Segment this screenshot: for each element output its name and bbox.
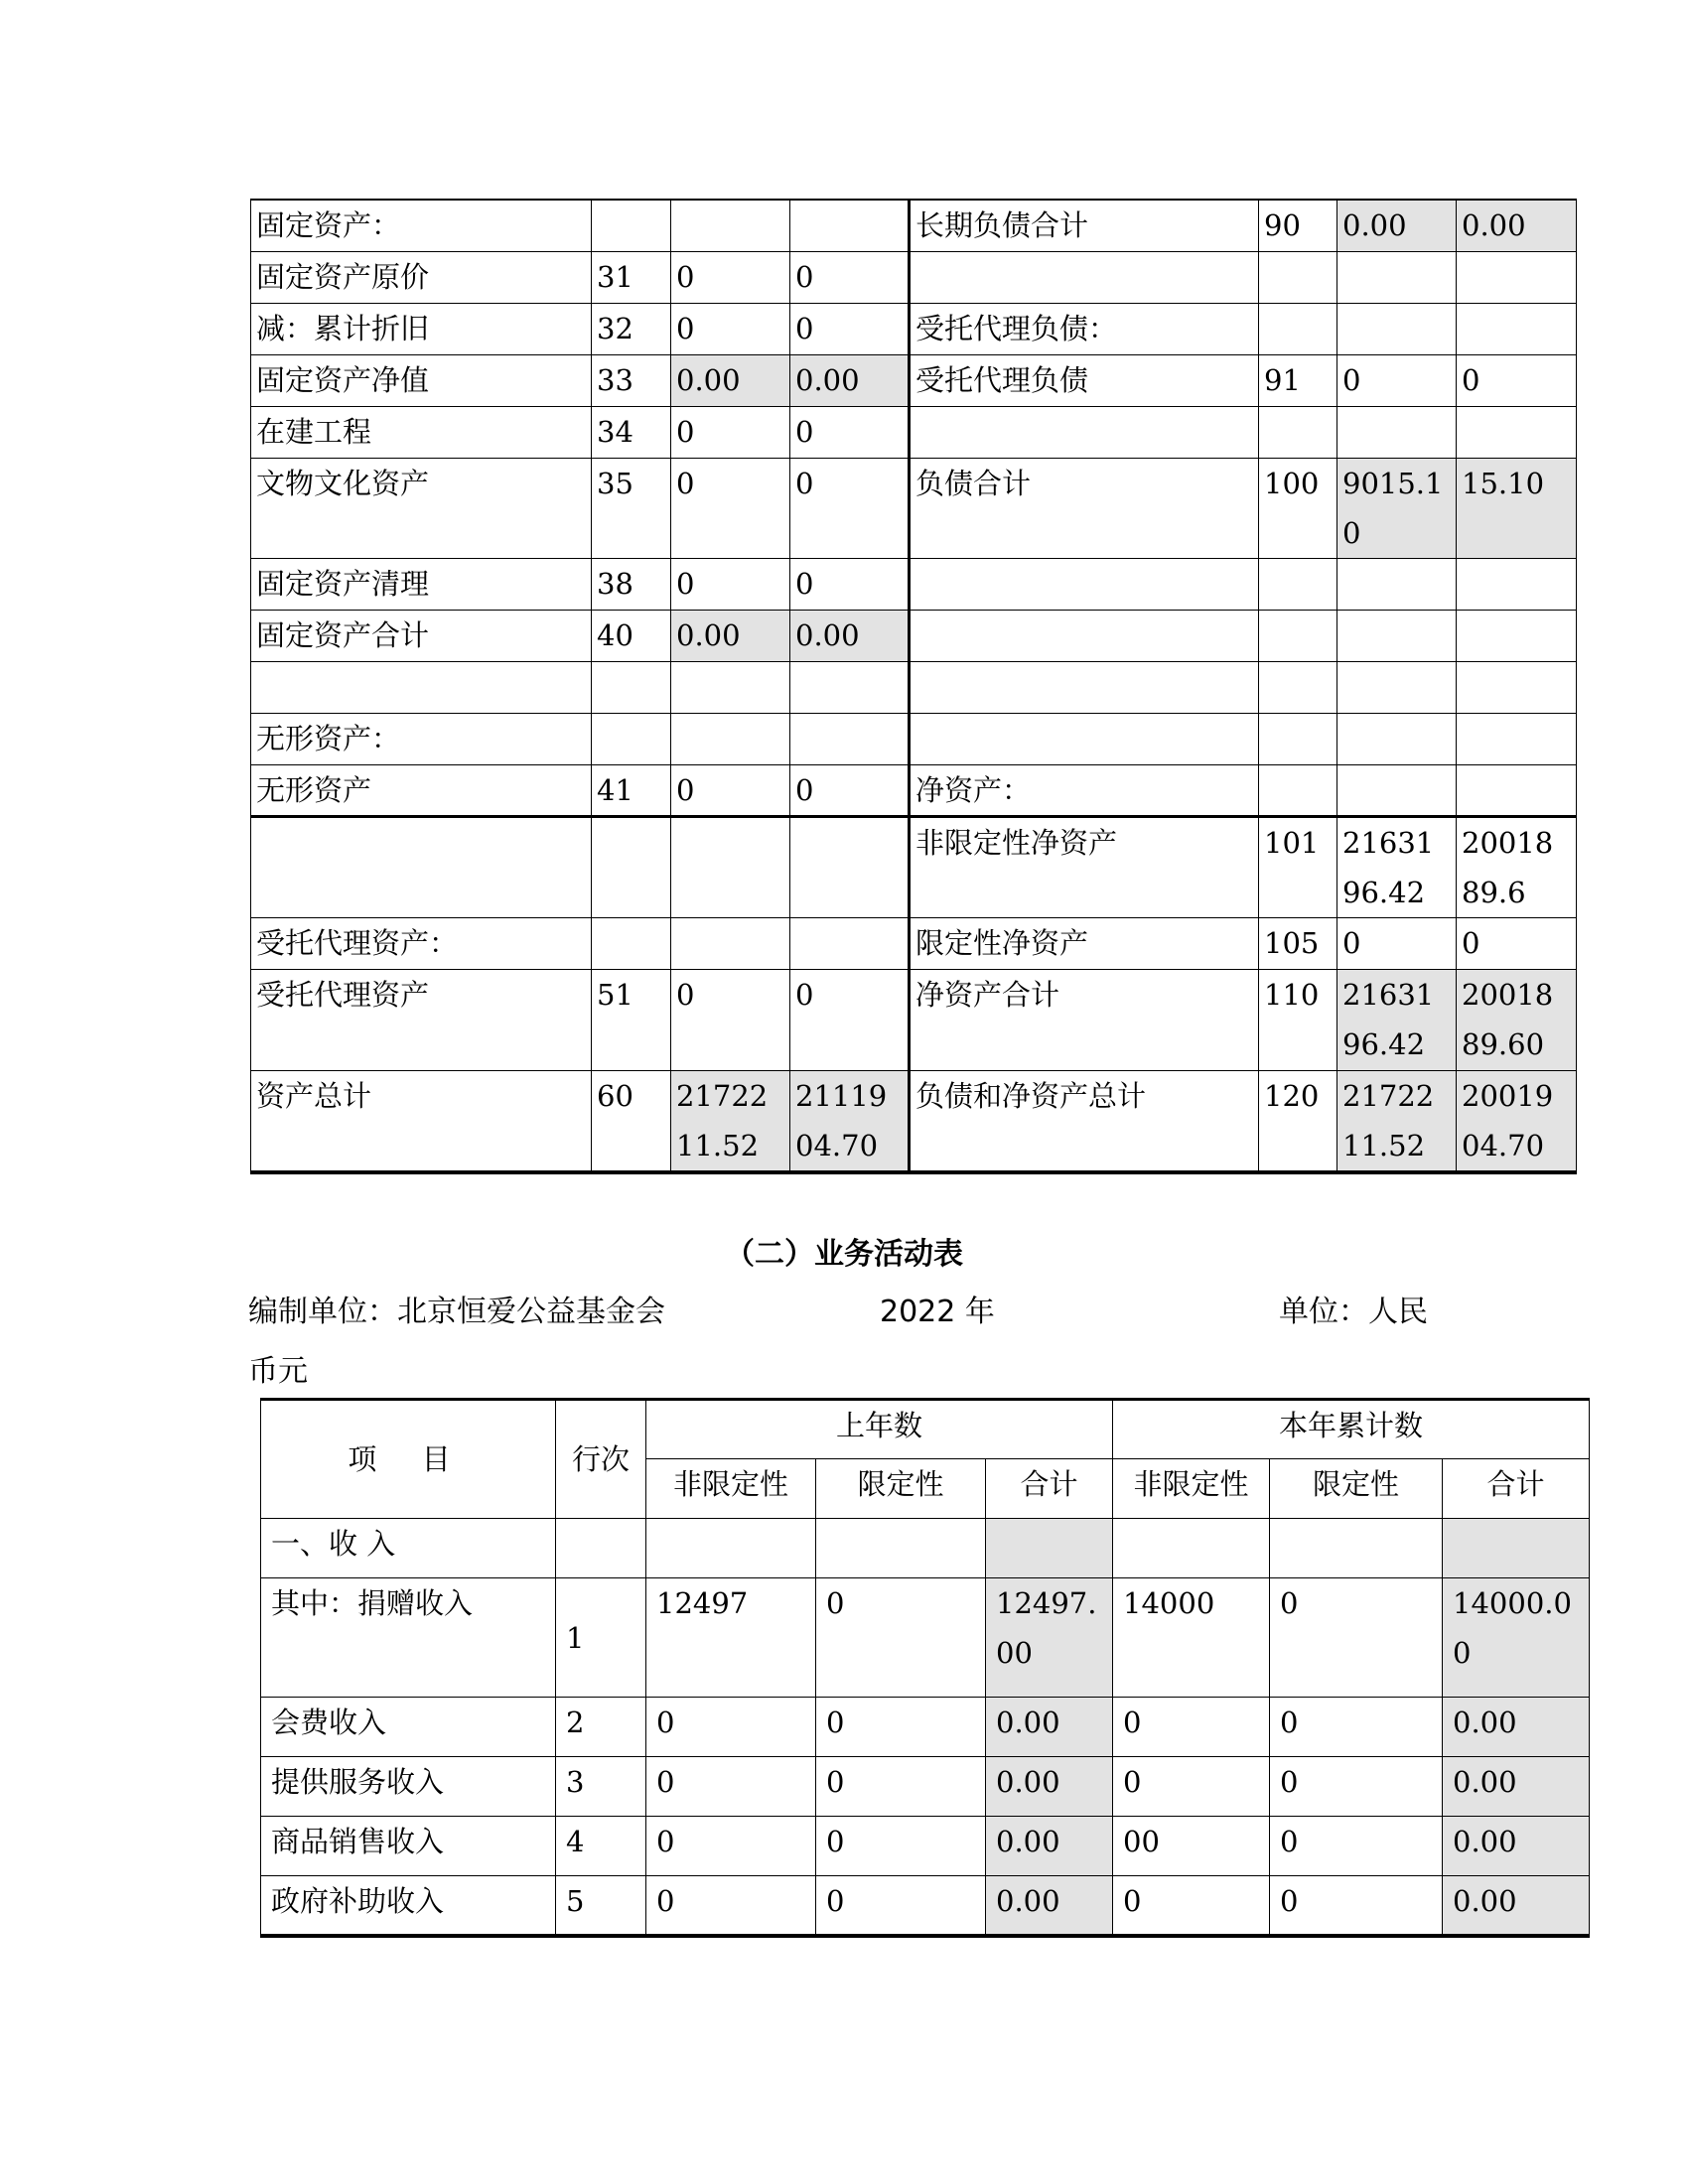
asset-line-number: 33 [592,354,671,406]
liability-line-item: 净资产： [910,764,1259,816]
asset-line-item: 资产总计 [251,1070,592,1172]
asset-value-end-of-year: 0 [671,458,790,558]
table-row [251,458,1577,558]
liability-line-item [910,406,1259,458]
curr-total: 0.00 [1443,1876,1590,1936]
table-row [251,917,1577,969]
asset-line-item: 无形资产： [251,713,592,764]
activity-statement-table [260,1398,1590,1938]
liability-line-number: 91 [1259,354,1337,406]
liability-value-beginning-of-year [1457,558,1577,610]
prev-restricted: 0 [816,1578,986,1698]
table-row [251,558,1577,610]
table-row [251,406,1577,458]
row-item: 会费收入 [261,1698,556,1757]
liability-line-number [1259,764,1337,816]
liability-value-beginning-of-year [1457,303,1577,354]
asset-line-item: 无形资产 [251,764,592,816]
asset-line-item [251,661,592,713]
liability-line-item: 长期负债合计 [910,200,1259,251]
liability-value-beginning-of-year: 0 [1457,917,1577,969]
currency-unit-label-cont: 币元 [248,1354,308,1389]
liability-line-item: 限定性净资产 [910,917,1259,969]
liability-value-beginning-of-year: 2001904.70 [1457,1070,1577,1172]
curr-unrestricted: 0 [1113,1757,1270,1817]
liability-line-number [1259,303,1337,354]
liability-line-number [1259,251,1337,303]
asset-line-item: 受托代理资产： [251,917,592,969]
asset-value-beginning-of-year: 0 [790,969,910,1070]
liability-value-end-of-year: 2172211.52 [1337,1070,1457,1172]
liability-value-beginning-of-year [1457,251,1577,303]
curr-total: 0.00 [1443,1757,1590,1817]
asset-value-end-of-year: 0 [671,969,790,1070]
asset-value-end-of-year: 0 [671,251,790,303]
asset-line-item: 固定资产： [251,200,592,251]
prev-restricted: 0 [816,1817,986,1876]
subheader-total: 合计 [986,1459,1113,1519]
asset-line-number [592,917,671,969]
table-row [251,610,1577,661]
activity-statement-title: （二）业务活动表 [725,1237,963,1272]
table-row [251,303,1577,354]
liability-line-item [910,251,1259,303]
liability-value-beginning-of-year [1457,406,1577,458]
asset-line-number: 31 [592,251,671,303]
asset-value-end-of-year [671,661,790,713]
liability-line-item: 受托代理负债 [910,354,1259,406]
asset-value-end-of-year: 0 [671,764,790,816]
asset-value-beginning-of-year [790,661,910,713]
currency-unit-label: 单位：人民 [1279,1295,1428,1329]
prev-unrestricted [646,1519,816,1578]
asset-line-item: 固定资产清理 [251,558,592,610]
liability-value-end-of-year [1337,406,1457,458]
row-item: 商品销售收入 [261,1817,556,1876]
curr-total [1443,1519,1590,1578]
prev-unrestricted: 0 [646,1757,816,1817]
liability-value-end-of-year: 2163196.42 [1337,816,1457,917]
liability-line-number: 100 [1259,458,1337,558]
liability-value-beginning-of-year [1457,610,1577,661]
prev-restricted [816,1519,986,1578]
curr-unrestricted: 0 [1113,1876,1270,1936]
prev-unrestricted: 12497 [646,1578,816,1698]
curr-restricted: 0 [1270,1698,1443,1757]
asset-line-item: 固定资产合计 [251,610,592,661]
row-line-number: 2 [556,1698,646,1757]
table-row [251,816,1577,917]
liability-line-number [1259,406,1337,458]
curr-unrestricted: 00 [1113,1817,1270,1876]
row-line-number [556,1519,646,1578]
prev-total: 12497.00 [986,1578,1113,1698]
asset-line-number: 38 [592,558,671,610]
row-item: 一、收 入 [261,1519,556,1578]
liability-value-end-of-year: 2163196.42 [1337,969,1457,1070]
table-row [251,713,1577,764]
row-line-number: 3 [556,1757,646,1817]
asset-value-end-of-year: 0 [671,406,790,458]
curr-restricted: 0 [1270,1578,1443,1698]
asset-line-number: 32 [592,303,671,354]
liability-value-beginning-of-year: 2001889.6 [1457,816,1577,917]
liability-line-item [910,610,1259,661]
row-line-number: 5 [556,1876,646,1936]
asset-value-end-of-year [671,200,790,251]
subheader-restricted: 限定性 [1270,1459,1443,1519]
liability-value-end-of-year [1337,661,1457,713]
curr-unrestricted: 14000 [1113,1578,1270,1698]
curr-restricted: 0 [1270,1876,1443,1936]
asset-line-number [592,200,671,251]
prev-restricted: 0 [816,1876,986,1936]
asset-value-beginning-of-year: 0 [790,251,910,303]
liability-value-beginning-of-year [1457,713,1577,764]
asset-value-beginning-of-year [790,816,910,917]
row-line-number: 4 [556,1817,646,1876]
asset-line-item [251,816,592,917]
liability-value-end-of-year [1337,303,1457,354]
liability-line-number [1259,558,1337,610]
table-row [251,1070,1577,1172]
curr-unrestricted [1113,1519,1270,1578]
subheader-unrestricted: 非限定性 [646,1459,816,1519]
asset-value-beginning-of-year: 0.00 [790,354,910,406]
prev-restricted: 0 [816,1698,986,1757]
asset-value-end-of-year: 0.00 [671,354,790,406]
liability-line-number [1259,661,1337,713]
asset-value-beginning-of-year: 2111904.70 [790,1070,910,1172]
table-row [251,764,1577,816]
row-line-number: 1 [556,1578,646,1698]
asset-value-end-of-year: 0 [671,303,790,354]
prev-unrestricted: 0 [646,1698,816,1757]
balance-sheet-table [250,199,1577,1174]
subheader-restricted: 限定性 [816,1459,986,1519]
table-row [261,1876,1590,1936]
table-row [261,1698,1590,1757]
liability-value-beginning-of-year [1457,764,1577,816]
liability-line-item: 受托代理负债： [910,303,1259,354]
header-item: 项 目 [261,1400,556,1519]
asset-value-beginning-of-year [790,917,910,969]
table-row [261,1578,1590,1698]
liability-line-number [1259,713,1337,764]
table-row [251,200,1577,251]
asset-line-item: 固定资产原价 [251,251,592,303]
prev-total: 0.00 [986,1757,1113,1817]
liability-line-number: 105 [1259,917,1337,969]
asset-line-number [592,713,671,764]
curr-restricted: 0 [1270,1817,1443,1876]
table-row [251,661,1577,713]
liability-value-beginning-of-year: 15.10 [1457,458,1577,558]
table-row [251,354,1577,406]
report-year: 2022 年 [880,1295,995,1329]
asset-line-number: 51 [592,969,671,1070]
prev-total: 0.00 [986,1876,1113,1936]
liability-line-item: 非限定性净资产 [910,816,1259,917]
table-row [261,1519,1590,1578]
liability-value-end-of-year [1337,713,1457,764]
curr-restricted: 0 [1270,1757,1443,1817]
asset-value-end-of-year [671,816,790,917]
prev-unrestricted: 0 [646,1876,816,1936]
asset-value-end-of-year: 0.00 [671,610,790,661]
liability-value-end-of-year: 0.00 [1337,200,1457,251]
curr-restricted [1270,1519,1443,1578]
header-prev-year: 上年数 [646,1400,1113,1459]
asset-line-number: 41 [592,764,671,816]
asset-value-end-of-year [671,917,790,969]
asset-value-beginning-of-year: 0 [790,764,910,816]
row-item: 其中：捐赠收入 [261,1578,556,1698]
asset-line-number: 40 [592,610,671,661]
asset-line-item: 固定资产净值 [251,354,592,406]
asset-line-item: 减：累计折旧 [251,303,592,354]
prev-restricted: 0 [816,1757,986,1817]
liability-line-number: 120 [1259,1070,1337,1172]
liability-line-item: 净资产合计 [910,969,1259,1070]
liability-line-item [910,713,1259,764]
asset-value-beginning-of-year: 0 [790,303,910,354]
curr-total: 0.00 [1443,1817,1590,1876]
liability-value-end-of-year [1337,610,1457,661]
asset-value-end-of-year: 0 [671,558,790,610]
subheader-unrestricted: 非限定性 [1113,1459,1270,1519]
liability-line-item: 负债和净资产总计 [910,1070,1259,1172]
row-item: 提供服务收入 [261,1757,556,1817]
liability-value-end-of-year [1337,251,1457,303]
asset-value-end-of-year: 2172211.52 [671,1070,790,1172]
liability-line-number: 101 [1259,816,1337,917]
prev-unrestricted: 0 [646,1817,816,1876]
prev-total [986,1519,1113,1578]
liability-value-end-of-year: 0 [1337,917,1457,969]
asset-line-number: 60 [592,1070,671,1172]
table-row [261,1817,1590,1876]
asset-value-beginning-of-year [790,713,910,764]
table-row [251,251,1577,303]
curr-total: 14000.00 [1443,1578,1590,1698]
curr-total: 0.00 [1443,1698,1590,1757]
asset-value-beginning-of-year: 0.00 [790,610,910,661]
compiling-unit: 编制单位：北京恒爱公益基金会 [248,1295,665,1329]
asset-value-end-of-year [671,713,790,764]
asset-line-number [592,816,671,917]
liability-line-item [910,558,1259,610]
liability-value-end-of-year [1337,764,1457,816]
liability-value-end-of-year [1337,558,1457,610]
liability-value-beginning-of-year: 0 [1457,354,1577,406]
asset-value-beginning-of-year: 0 [790,406,910,458]
asset-line-number [592,661,671,713]
asset-line-item: 在建工程 [251,406,592,458]
liability-value-beginning-of-year: 0.00 [1457,200,1577,251]
asset-value-beginning-of-year: 0 [790,558,910,610]
curr-unrestricted: 0 [1113,1698,1270,1757]
liability-value-end-of-year: 0 [1337,354,1457,406]
row-item: 政府补助收入 [261,1876,556,1936]
subheader-total: 合计 [1443,1459,1590,1519]
liability-value-beginning-of-year: 2001889.60 [1457,969,1577,1070]
prev-total: 0.00 [986,1817,1113,1876]
prev-total: 0.00 [986,1698,1113,1757]
asset-value-beginning-of-year [790,200,910,251]
liability-line-item: 负债合计 [910,458,1259,558]
asset-line-number: 34 [592,406,671,458]
table-row [251,969,1577,1070]
asset-value-beginning-of-year: 0 [790,458,910,558]
liability-line-item [910,661,1259,713]
header-line-no: 行次 [556,1400,646,1519]
table-row [261,1757,1590,1817]
asset-line-item: 文物文化资产 [251,458,592,558]
liability-value-beginning-of-year [1457,661,1577,713]
liability-line-number: 110 [1259,969,1337,1070]
asset-line-item: 受托代理资产 [251,969,592,1070]
header-current-year: 本年累计数 [1113,1400,1590,1459]
liability-line-number [1259,610,1337,661]
liability-value-end-of-year: 9015.10 [1337,458,1457,558]
liability-line-number: 90 [1259,200,1337,251]
asset-line-number: 35 [592,458,671,558]
